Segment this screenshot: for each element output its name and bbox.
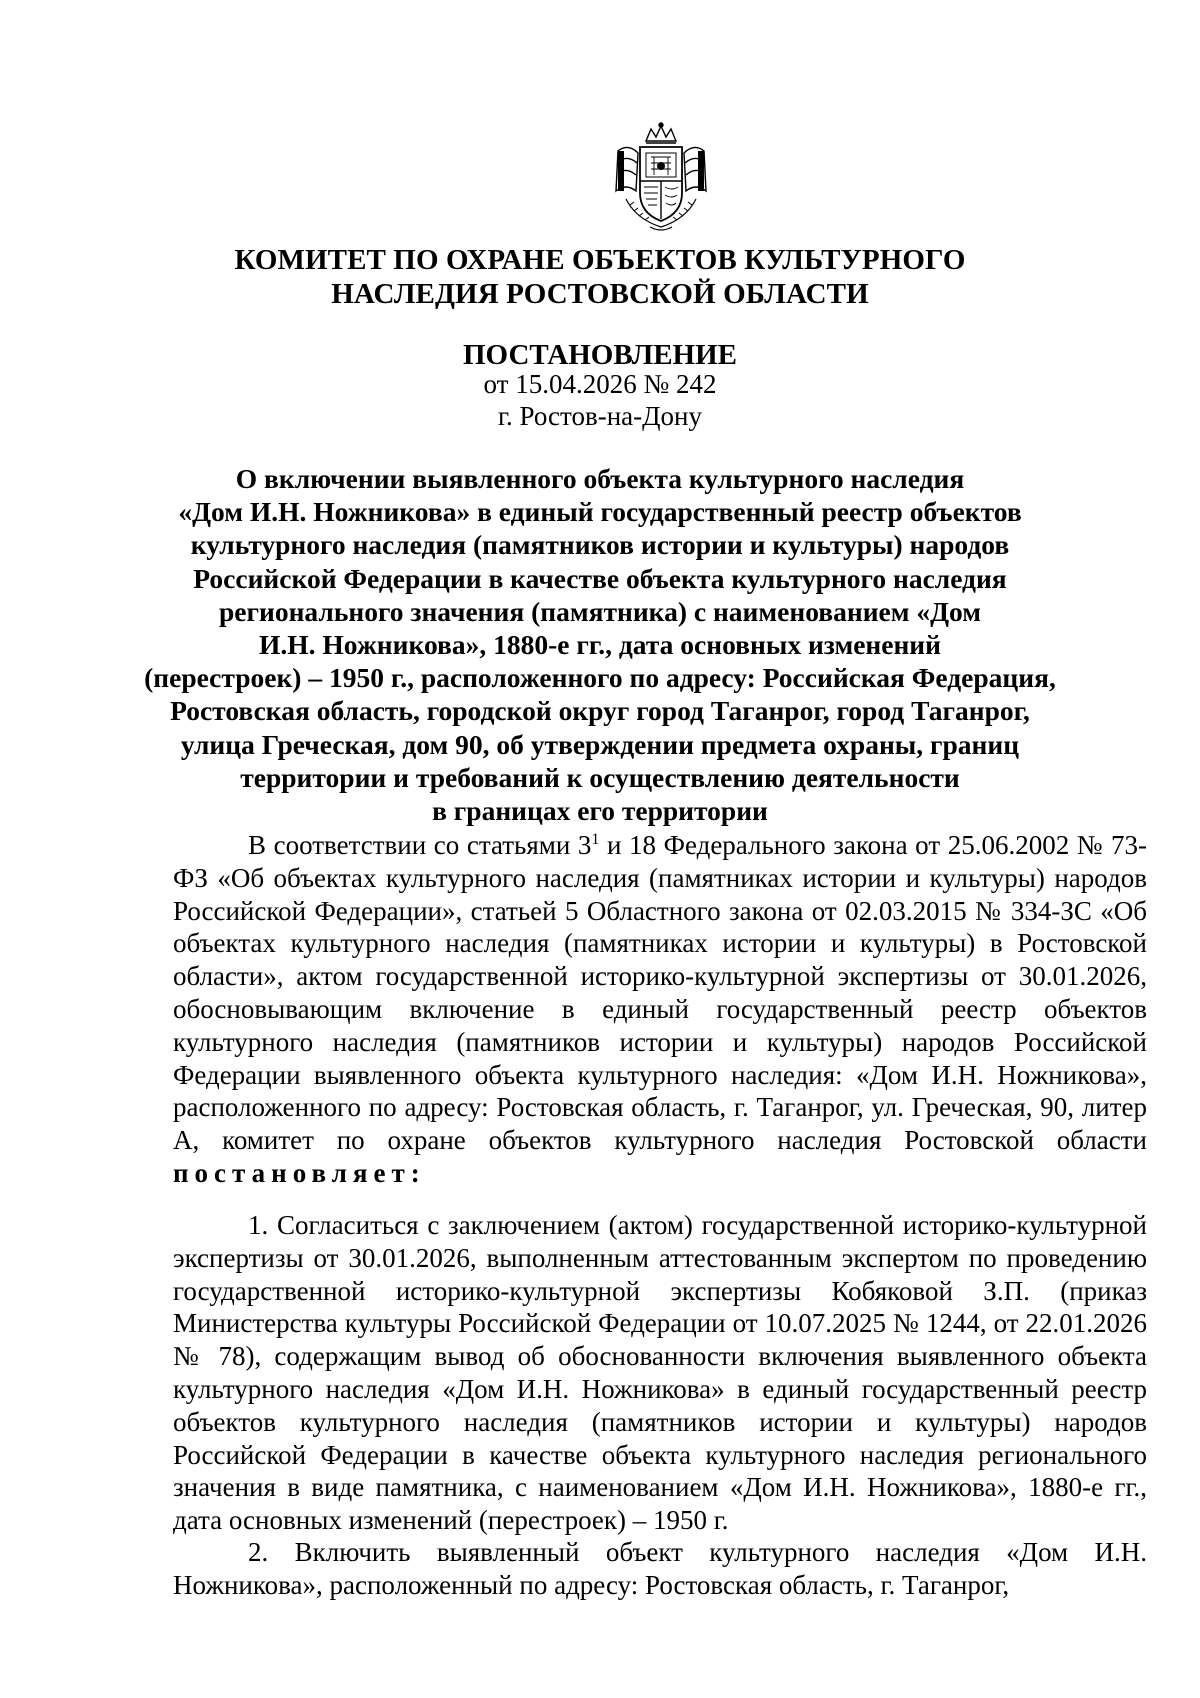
document-type: ПОСТАНОВЛЕНИЕ [462,339,737,371]
decree-word: постановляет: [173,1157,426,1188]
item-1-paragraph: 1. Согласиться с заключением (актом) государственной историко-культурной экспертизы от 30.01.2026, выполненным аттестованным экспертом по проведению государственной историко-культурной экспертизы Кобяковой З.П. (приказ Министерства культуры Российской Федерации от 10.07.2025 № 1244, от 22.01.2026 № 78), содержащим вывод об обоснованности включения выявленного объекта культурного наследия «Дом И.Н. Ножникова» в единый государственный реестр объектов культурного наследия (памятников истории и культуры) народов Российской Федерации в качестве объекта культурного наследия регионального значения в виде памятника, с наименованием «Дом И.Н. Ножникова», 1880-е гг., дата основных изменений (перестроек) – 1950 г. [173,1210,1147,1536]
preamble-superscript: 1 [591,831,600,848]
subject-line: И.Н. Ножникова», 1880-е гг., дата основных изменений [259,629,941,661]
document-date-number: от 15.04.2026 № 242 [483,369,717,399]
preamble-text: и 18 Федерального закона от 25.06.2002 № 73-ФЗ «Об объектах культурного наследия (памятниках истории и культуры) народов Российской Федерации», статьей 5 Областного закона от 02.03.2015 № 334-ЗС «Об объектах культурного наследия (памятниках истории и культуры) в Ростовской области», актом государственной историко-культурной экспертизы от 30.01.2026, обосновывающим включение в единый государственный реестр объектов культурного наследия (памятников истории и культуры) народов Российской Федерации выявленного объекта культурного наследия: «Дом И.Н. Ножникова», расположенного по адресу: Ростовская область, г. Таганрог, ул. Греческая, 90, литер А, комитет по охране объектов культурного наследия Ростовской области [173,830,1147,1156]
organization-name-line1: КОМИТЕТ ПО ОХРАНЕ ОБЪЕКТОВ КУЛЬТУРНОГО [234,244,966,276]
subject-line: (перестроек) – 1950 г., расположенного по адресу: Российская Федерация, [144,662,1056,694]
subject-line: улица Греческая, дом 90, об утверждении предмета охраны, границ [180,728,1020,760]
preamble-text-start: В соответствии со статьями 3 [248,830,592,860]
rostov-oblast-coat-of-arms-icon [606,121,716,236]
subject-line: территории и требований к осуществлению деятельности [240,761,960,793]
item-2-paragraph: 2. Включить выявленный объект культурного наследия «Дом И.Н. Ножникова», расположенный по адресу: Ростовская область, г. Таганрог, [173,1537,1147,1600]
document-city: г. Ростов-на-Дону [497,401,702,431]
subject-line: «Дом И.Н. Ножникова» в единый государственный реестр объектов [178,496,1022,528]
organization-name-line2: НАСЛЕДИЯ РОСТОВСКОЙ ОБЛАСТИ [331,278,869,310]
subject-line: Ростовская область, городской округ город Таганрог, город Таганрог, [170,695,1030,727]
organization-name [0,243,1200,311]
document-subject [0,462,1200,827]
subject-line: Российской Федерации в качестве объекта культурного наследия [193,562,1007,594]
subject-line: регионального значения (памятника) с наименованием «Дом [219,595,981,627]
subject-line: культурного наследия (памятников истории и культуры) народов [190,529,1010,561]
preamble-paragraph [173,829,1147,1190]
subject-line: О включении выявленного объекта культурного наследия [235,463,965,494]
subject-line: в границах его территории [432,795,768,827]
